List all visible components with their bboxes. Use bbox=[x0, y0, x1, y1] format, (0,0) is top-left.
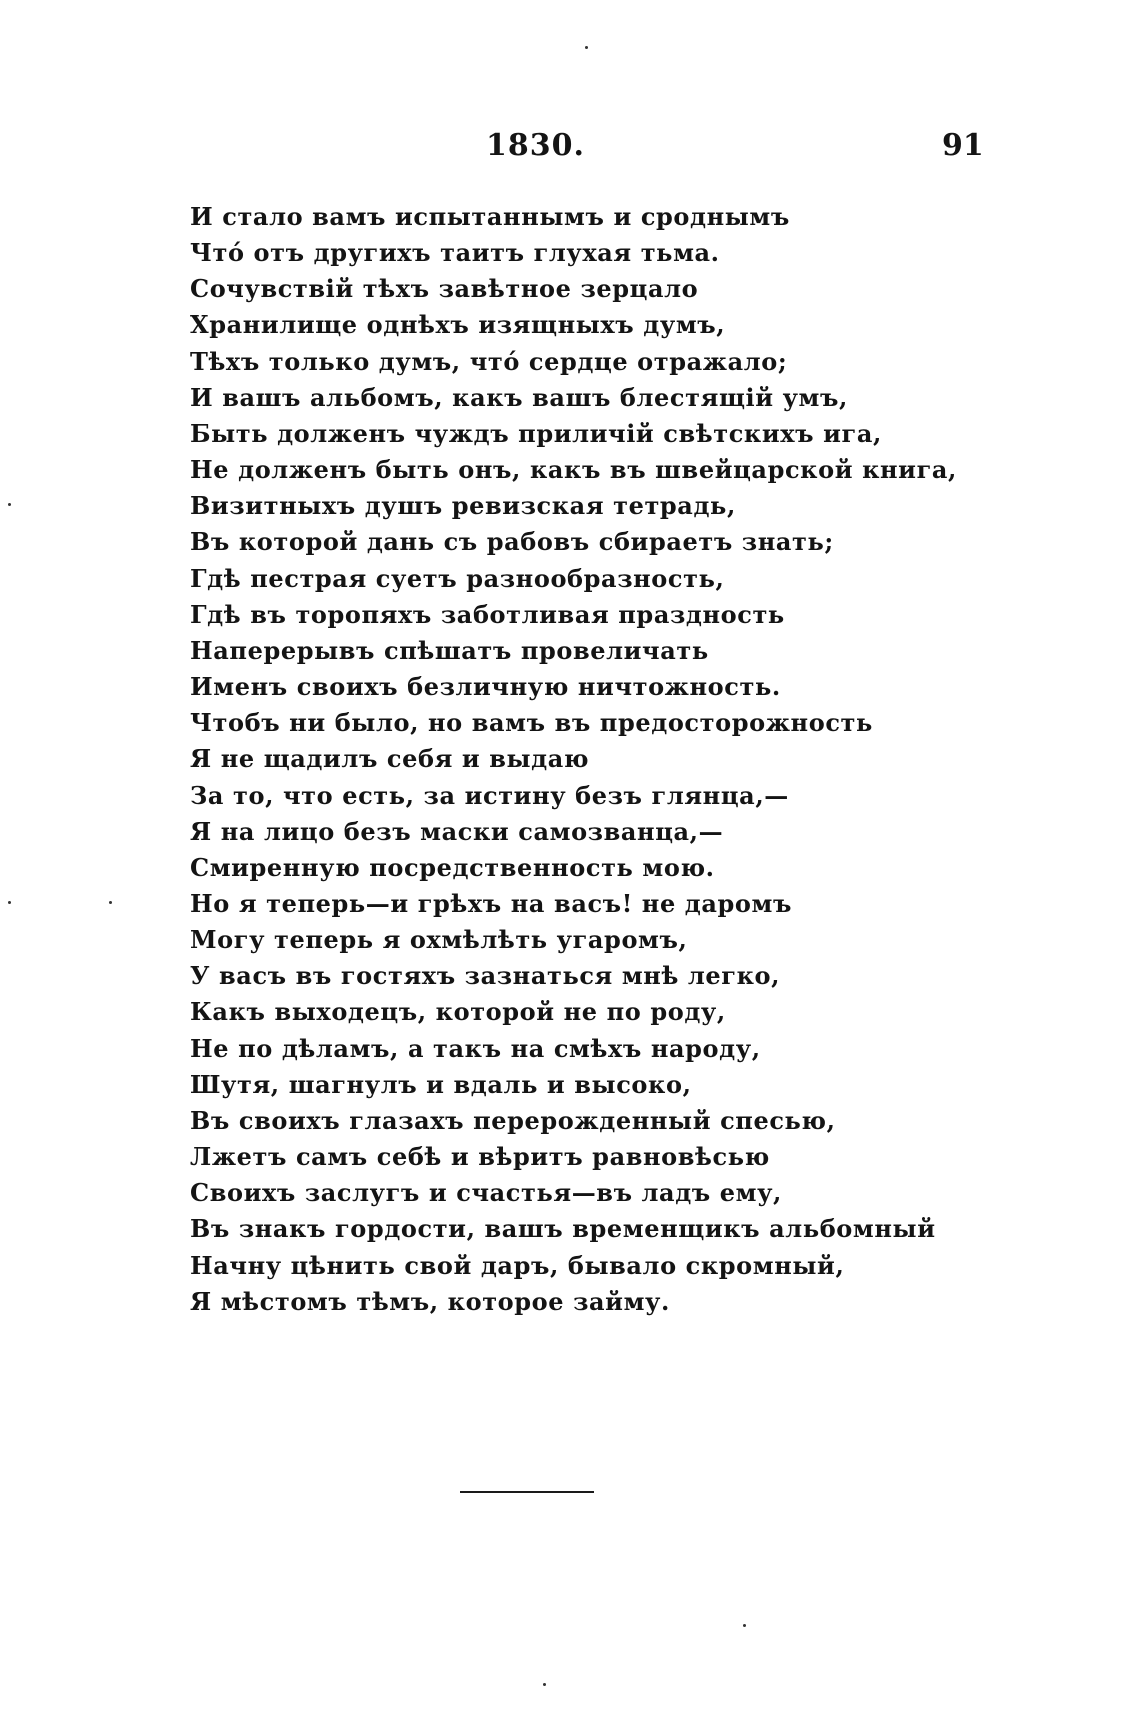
running-header-year: 1830. bbox=[486, 128, 585, 163]
poem-line: Смиренную посредственность мою. bbox=[190, 852, 715, 882]
poem-line: Шутя, шагнулъ и вдаль и высоко, bbox=[190, 1069, 692, 1099]
poem-line: За то, что есть, за истину безъ глянца,— bbox=[190, 780, 789, 810]
poem-line: Въ своихъ глазахъ перерожденный спесью, bbox=[190, 1105, 836, 1135]
poem-line: Тѣхъ только думъ, чтó сердце отражало; bbox=[190, 346, 788, 376]
scan-speck bbox=[8, 503, 11, 506]
poem-line: Я мѣстомъ тѣмъ, которое займу. bbox=[190, 1286, 670, 1316]
page-number: 91 bbox=[942, 128, 984, 163]
poem-text bbox=[190, 199, 1050, 1320]
poem-line: Въ знакъ гордости, вашъ временщикъ альбомный bbox=[190, 1214, 936, 1244]
poem-line: И вашъ альбомъ, какъ вашъ блестящій умъ, bbox=[190, 382, 848, 412]
poem-line: Начну цѣнить свой даръ, бывало скромный, bbox=[190, 1250, 845, 1280]
poem-line: Могу теперь я охмѣлѣть угаромъ, bbox=[190, 925, 688, 955]
poem-line: Сочувствій тѣхъ завѣтное зерцало bbox=[190, 274, 699, 304]
poem-line: Не долженъ быть онъ, какъ въ швейцарской книга, bbox=[190, 455, 957, 485]
poem-line: Я на лицо безъ маски самозванца,— bbox=[190, 816, 724, 846]
poem-line: Не по дѣламъ, а такъ на смѣхъ народу, bbox=[190, 1033, 761, 1063]
poem-line: Гдѣ въ торопяхъ заботливая праздность bbox=[190, 599, 785, 629]
poem-line: Своихъ заслугъ и счастья—въ ладъ ему, bbox=[190, 1178, 783, 1208]
scan-speck bbox=[543, 1683, 546, 1686]
end-of-poem-rule bbox=[460, 1491, 594, 1493]
poem-line: У васъ въ гостяхъ зазнаться мнѣ легко, bbox=[190, 961, 781, 991]
poem-line: Визитныхъ душъ ревизская тетрадь, bbox=[190, 491, 736, 521]
scan-speck bbox=[743, 1624, 746, 1627]
poem-line: И стало вамъ испытаннымъ и сроднымъ bbox=[190, 202, 790, 231]
scan-speck bbox=[109, 901, 112, 904]
poem-line: Быть долженъ чуждъ приличій свѣтскихъ ига, bbox=[190, 418, 882, 448]
poem-line: Но я теперь—и грѣхъ на васъ! не даромъ bbox=[190, 888, 792, 918]
poem-line: Чтобъ ни было, но вамъ въ предосторожность bbox=[190, 708, 873, 738]
poem-line: Лжетъ самъ себѣ и вѣритъ равновѣсью bbox=[190, 1142, 770, 1172]
poem-line: Чтó отъ другихъ таитъ глухая тьма. bbox=[190, 238, 720, 268]
poem-line: Наперерывъ спѣшатъ провеличать bbox=[190, 635, 709, 665]
scan-speck bbox=[8, 901, 11, 904]
poem-line: Въ которой дань съ рабовъ сбираетъ знать; bbox=[190, 527, 834, 557]
scan-speck bbox=[585, 46, 588, 49]
poem-line: Хранилище однѣхъ изящныхъ думъ, bbox=[190, 310, 726, 340]
poem-line: Гдѣ пестрая суетъ разнообразность, bbox=[190, 563, 725, 593]
poem-line: Какъ выходецъ, которой не по роду, bbox=[190, 997, 726, 1027]
poem-line: Я не щадилъ себя и выдаю bbox=[190, 744, 590, 774]
poem-line: Именъ своихъ безличную ничтожность. bbox=[190, 672, 781, 702]
